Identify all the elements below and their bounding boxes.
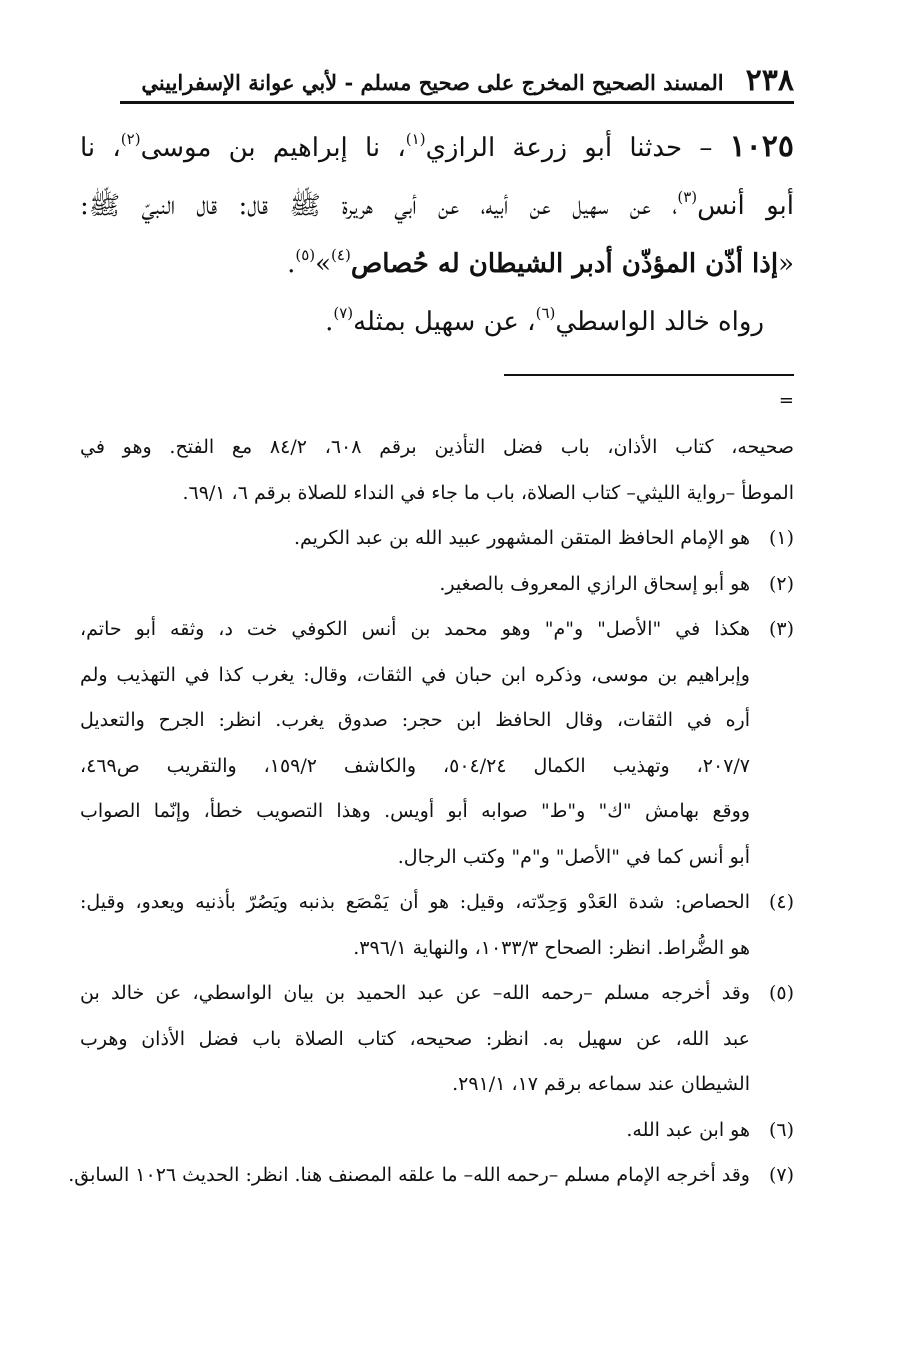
line-text: ، نا إبراهيم بن موسى bbox=[140, 133, 406, 163]
footnote-marker: (٧) bbox=[333, 304, 354, 322]
prophetic-saying: إذا أذّن المؤذّن أدبر الشيطان له حُصاص bbox=[350, 249, 779, 279]
footnote-number: (٤) bbox=[768, 891, 794, 913]
footnote-marker: (٤) bbox=[331, 246, 351, 264]
footnote-marker: (٣) bbox=[677, 188, 698, 206]
line-end: . bbox=[325, 307, 334, 337]
footnote-number: (٦) bbox=[768, 1118, 794, 1141]
quote-open: « bbox=[778, 249, 794, 279]
line-text: ، نا bbox=[80, 133, 121, 163]
footnote-continuation-line: الموطأ –رواية الليثي– كتاب الصلاة، باب ما جاء في النداء للصلاة برقم ٦، ٦٩/١. bbox=[182, 481, 794, 504]
footnote-text: هو ابن عبد الله. bbox=[626, 1118, 750, 1141]
footnote-text: وقد أخرجه الإمام مسلم –رحمه الله– ما علقه المصنف هنا. انظر: الحديث ١٠٢٦ السابق. bbox=[68, 1164, 750, 1186]
footnote-3 bbox=[80, 607, 794, 653]
footnote-text: وقد أخرجه مسلم –رحمه الله– عن عبد الحميد بن بيان الواسطي، عن خالد بن bbox=[80, 982, 750, 1004]
hadith-line-1 bbox=[80, 118, 794, 177]
footnote-marker: (١) bbox=[405, 130, 426, 148]
footnote-text: الحصاص: شدة العَدْو وَحِدّته، وقيل: هو أن يَمْصَع بذنبه ويَصُرّ بأذنيه ويعدو، وقيل: bbox=[80, 891, 750, 913]
running-header bbox=[120, 60, 794, 104]
footnote-text: هكذا في "الأصل" و"م" وهو محمد بن أنس الكوفي خت د، وثقه أبو حاتم، bbox=[80, 618, 750, 640]
line-text: أبو أنس bbox=[697, 191, 794, 221]
footnote-3-line: ووقع بهامش "ك" و"ط" صوابه أبو أويس. وهذا التصويب خطأ، وإنّما الصواب bbox=[80, 800, 750, 822]
footnote-number: (٥) bbox=[768, 982, 794, 1004]
line-text: ، عن سهيل بمثله bbox=[353, 307, 536, 337]
hadith-line-3 bbox=[80, 235, 794, 293]
footnote-separator bbox=[504, 374, 794, 376]
hadith-line-4 bbox=[80, 293, 794, 351]
footnote-4-line: هو الضُّراط. انظر: الصحاح ١٠٣٣/٣، والنهاية ٣٩٦/١. bbox=[353, 936, 750, 959]
footnote-5-line: الشيطان عند سماعه برقم ١٧، ٢٩١/١. bbox=[452, 1073, 750, 1095]
footnote-continuation-line: صحيحه، كتاب الأذان، باب فضل التأذين برقم ٦٠٨، ٨٤/٢ مع الفتح. وهو في bbox=[80, 436, 795, 458]
footnote-number: (٢) bbox=[768, 572, 794, 595]
footnote-4 bbox=[80, 880, 794, 926]
footnote-5 bbox=[80, 971, 794, 1017]
line-end: . bbox=[287, 249, 296, 279]
footnote-2 bbox=[80, 562, 794, 608]
footnote-6 bbox=[80, 1108, 794, 1154]
running-title: المسند الصحيح المخرج على صحيح مسلم - لأبي عوانة الإسفراييني bbox=[141, 70, 724, 95]
footnote-number: (١) bbox=[768, 527, 794, 549]
continuation-mark: = bbox=[778, 390, 794, 411]
footnote-3-line: وإبراهيم بن موسى، وذكره ابن حبان في الثقات، وقال: يغرب كذا في التهذيب ولم bbox=[80, 663, 750, 686]
footnote-5-line: عبد الله، عن سهيل به. انظر: صحيحه، كتاب الصلاة باب فضل الأذان وهرب bbox=[80, 1027, 750, 1050]
footnote-number: (٧) bbox=[768, 1164, 794, 1186]
footnotes bbox=[68, 425, 795, 1199]
hadith-number: ١٠٢٥ bbox=[729, 129, 794, 164]
footnote-marker: (٦) bbox=[535, 304, 556, 322]
footnote-text: هو أبو إسحاق الرازي المعروف بالصغير. bbox=[439, 572, 750, 595]
footnote-marker: (٢) bbox=[120, 130, 141, 148]
footnote-3-line: أبو أنس كما في "الأصل" و"م" وكتب الرجال. bbox=[397, 845, 750, 868]
footnote-number: (٣) bbox=[768, 618, 794, 640]
footnote-3-line: ٢٠٧/٧، وتهذيب الكمال ٥٠٤/٢٤، والكاشف ١٥٩/٢، والتقريب ص٤٦٩، bbox=[80, 754, 751, 777]
footnote-marker: (٥) bbox=[295, 246, 316, 264]
line-text: ، عن سهيل عن أبيه، عن أبي هريرة ﷺ قال: قال النبيّ ﷺ: bbox=[80, 191, 678, 221]
footnote-text: هو الإمام الحافظ المتقن المشهور عبيد الله بن عبد الكريم. bbox=[293, 527, 750, 549]
line-text: رواه خالد الواسطي bbox=[555, 307, 764, 337]
line-text: – حدثنا أبو زرعة الرازي bbox=[425, 133, 713, 163]
footnote-7 bbox=[68, 1153, 794, 1199]
hadith-line-2 bbox=[80, 177, 794, 235]
footnote-3-line: أره في الثقات، وقال الحافظ ابن حجر: صدوق يغرب. انظر: الجرح والتعديل bbox=[80, 709, 750, 731]
page-number: ٢٣٨ bbox=[745, 63, 794, 98]
quote-close: » bbox=[315, 249, 332, 279]
hadith-text bbox=[80, 118, 794, 351]
footnote-1 bbox=[80, 516, 794, 562]
